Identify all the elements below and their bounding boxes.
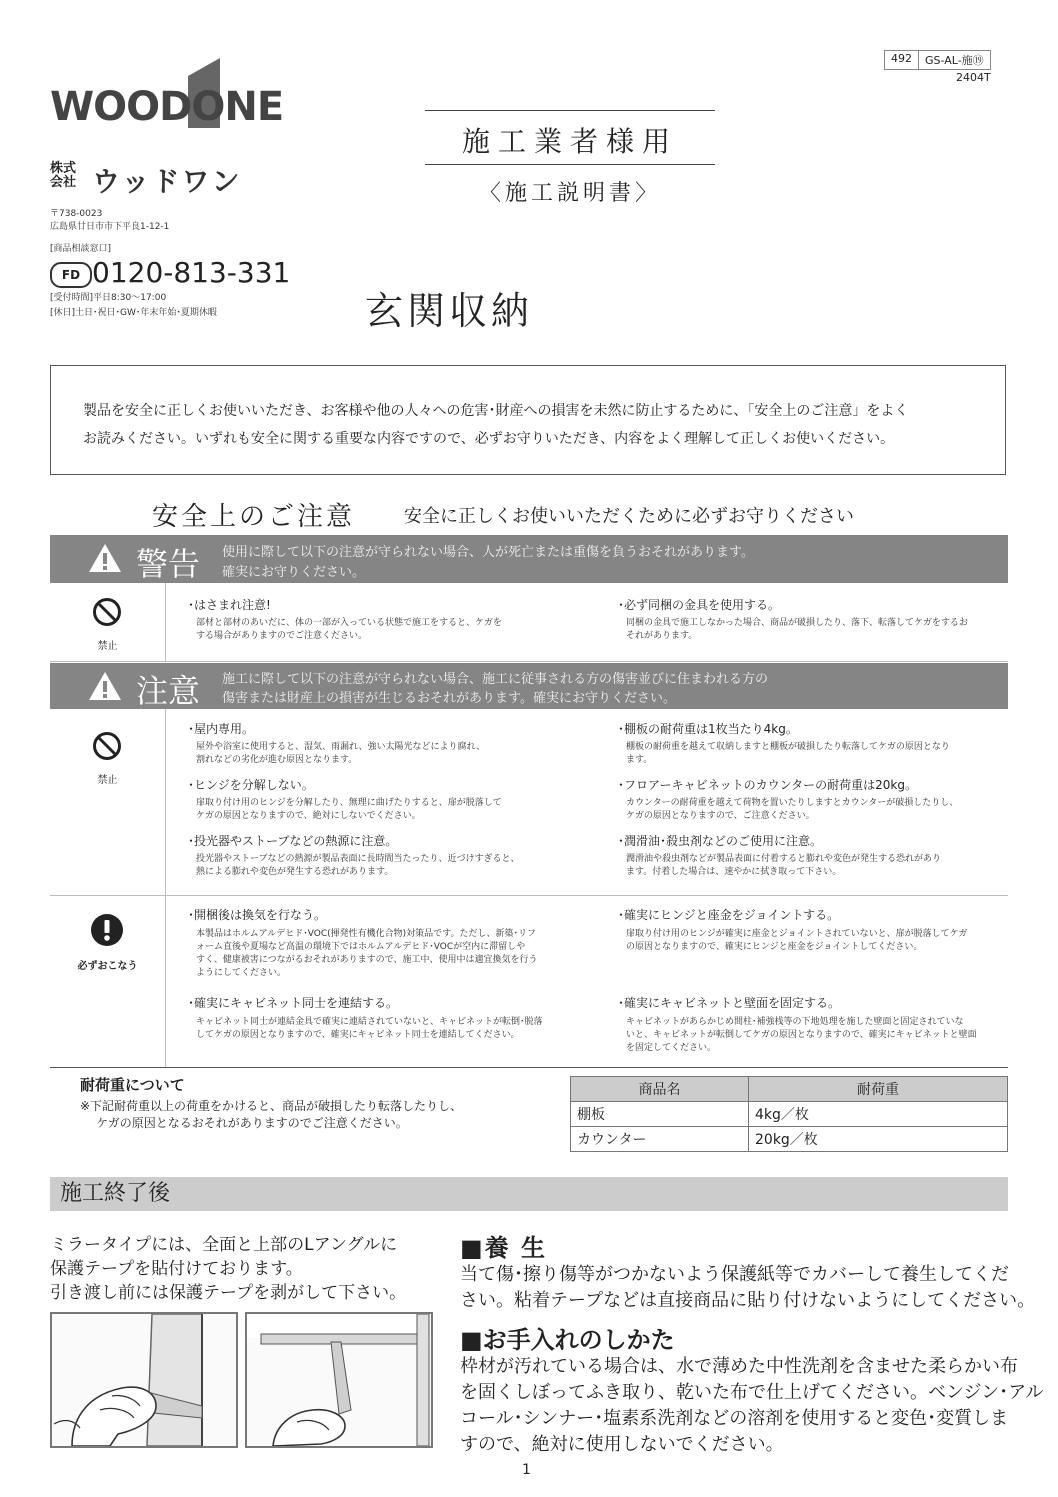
caution-desc-1: 施工に際して以下の注意が守られない場合、施工に従事される方の傷害並びに住まわれる方の (222, 672, 769, 687)
intro-line-2: お読みください。いずれも安全に関する重要な内容ですので、必ずお守りいただき、内容をよく理解して正しくお使いください。 (83, 431, 895, 447)
hand-peeling-tape-icon (52, 1314, 236, 1446)
caution-prohibit-row (50, 709, 1008, 896)
doc-revision: 2404T (956, 71, 991, 84)
must-item-1-body-3: すく、健康被害につながるおそれがありますので、施工中、使用中は適宜換気を行う (196, 955, 538, 965)
caution-item-3-body-1: 扉取り付け用のヒンジを分解したり、無理に曲げたりすると、扉が脱落して (196, 798, 502, 808)
address-line: 広島県廿日市市下平良1-12-1 (50, 222, 170, 232)
warning-item-2-title: ･必ず同梱の金具を使用する。 (618, 598, 781, 612)
curing-heading: ■養 生 (460, 1234, 548, 1262)
caution-item-6-body-1: 潤滑油や殺虫剤などが製品表面に付着すると膨れや変色が発生する恐れがあり (626, 854, 942, 864)
after-heading: 施工終了後 (60, 1181, 171, 1206)
must-item-2-body-2: の原因となりますので、確実にヒンジと座金をジョイントしてください。 (626, 942, 923, 952)
load-table (570, 1076, 1008, 1152)
logo-wordmark: WOODONE (50, 84, 284, 130)
load-table-cell: カウンター (571, 1127, 749, 1152)
caution-item-5-title: ･投光器やストーブなどの熱源に注意。 (188, 834, 398, 848)
page-number: 1 (522, 1462, 531, 1478)
caution-item-6-body-2: ます。付着した場合は、速やかに拭き取って下さい。 (626, 867, 842, 877)
curing-text-1: 当て傷･擦り傷等がつかないよう保護紙等でカバーして養生してくだ (460, 1264, 1009, 1285)
prohibit-icon (92, 731, 122, 761)
phone-number[interactable]: 0120-813-331 (92, 256, 291, 289)
title-rule-bottom (425, 164, 715, 165)
doc-code-text: GS-AL-施⑲ (919, 50, 991, 70)
caution-item-1-body-1: 屋外や浴室に使用すると、湿気、雨漏れ、強い太陽光などにより腐れ、 (196, 742, 486, 752)
must-item-3-body-2: してケガの原因となりますので、確実にキャビネット同士を連結してください。 (196, 1030, 520, 1040)
logo (50, 58, 300, 138)
caution-item-2-body-2: ます。 (626, 755, 653, 765)
caution-item-2-title: ･棚板の耐荷重は1枚当たり4kg。 (618, 722, 798, 736)
freedial-icon: FD (50, 262, 92, 288)
caution-item-2-body-1: 棚板の耐荷重を越えて収納しますと棚板が破損したり転落してケガの原因となり (626, 742, 950, 752)
caution-item-5-body-2: 熱による膨れや変色が発生する恐れがあります。 (196, 867, 394, 877)
caution-triangle-icon (88, 671, 122, 701)
load-heading: 耐荷重について (80, 1076, 185, 1094)
load-note-2: ケガの原因となるおそれがありますのでご注意ください。 (96, 1116, 408, 1130)
load-table-header (571, 1077, 1008, 1102)
doc-code-box (884, 50, 991, 70)
warning-item-2-body-1: 同梱の金具で施工しなかった場合、商品が破損したり、落下、転落してケガをするお (626, 618, 968, 628)
caution-prohibit-label: 禁止 (97, 775, 118, 786)
warning-item-2-body-2: それがあります。 (626, 631, 698, 641)
safety-heading: 安全上のご注意 (152, 502, 356, 532)
company-katakana: ウッドワン (92, 165, 242, 198)
warning-triangle-icon (88, 543, 122, 573)
caution-item-6-title: ･潤滑油･殺虫剤などのご使用に注意。 (618, 834, 823, 848)
prohibit-icon (92, 597, 122, 627)
must-item-4-body-2: いと、キャビネットが転倒してケガの原因となりますので、確実にキャビネットと壁面 (626, 1030, 977, 1040)
must-item-4-body-1: キャビネットがあらかじめ間柱･補強桟等の下地処理を施した壁面と固定されていな (626, 1017, 964, 1027)
company-name (50, 160, 280, 196)
contact-label: [商品相談窓口] (50, 244, 112, 254)
must-item-1-title: ･開梱後は換気を行なう。 (188, 908, 327, 922)
warning-item-1-body-1: 部材と部材のあいだに、体の一部が入っている状態で施工をすると、ケガを (196, 618, 502, 628)
product-title: 玄関収納 (365, 289, 534, 333)
caution-item-4-title: ･フロアーキャビネットのカウンターの耐荷重は20kg。 (618, 778, 917, 792)
prohibit-label: 禁止 (97, 641, 118, 652)
caution-bar (50, 663, 1008, 709)
caution-desc-2: 傷害または財産上の損害が生じるおそれがあります。確実にお守りください。 (222, 691, 676, 706)
must-item-2-body-1: 扉取り付け用のヒンジが確実に座金とジョイントされていないと、扉が脱落してケガ (626, 929, 968, 939)
title-type: 〈施工説明書〉 (478, 181, 661, 206)
load-table-cell: 20kg／枚 (749, 1127, 1008, 1152)
caution-item-1-title: ･屋内専用。 (188, 722, 255, 736)
must-item-3-body-1: キャビネット同士が連結金具で確実に連結されていないと、キャビネットが転倒･脱落 (196, 1017, 543, 1027)
intro-line-1: 製品を安全に正しくお使いいただき、お客様や他の人々への危害･財産への損害を未然に防止するために、「安全上のご注意」をよく (83, 403, 909, 419)
load-table-cell: 棚板 (571, 1102, 749, 1127)
must-item-4-body-3: を固定してください。 (626, 1043, 717, 1053)
mirror-text-3: 引き渡し前には保護テープを剥がして下さい。 (50, 1283, 407, 1303)
must-item-1-body-1: 本製品はホルムアルデヒド･VOC(揮発性有機化合物)対策品です。ただし、新築･リフ (196, 929, 536, 939)
doc-number: 492 (884, 50, 919, 70)
curing-text-2: さい。粘着テープなどは直接商品に貼り付けないようにしてください。 (460, 1290, 1036, 1311)
must-item-1-body-2: ォーム直後や夏場など高温の環境下ではホルムアルデヒド･VOCが空内に滞留しや (196, 942, 526, 952)
warning-row (50, 583, 1008, 662)
caution-must-row (50, 895, 1008, 1068)
warning-bar (50, 535, 1008, 583)
warning-item-1-body-2: する場合がありますのでご注意ください。 (196, 631, 368, 641)
warning-label: 警告 (136, 545, 201, 583)
contact-holidays: [休日]土日･祝日･GW･年末年始･夏期休暇 (50, 308, 217, 318)
must-item-3-title: ･確実にキャビネット同士を連結する。 (188, 996, 399, 1010)
caution-item-5-body-1: 投光器やストーブなどの熱源が製品表面に長時間当たったり、近づけすぎると、 (196, 854, 520, 864)
exclamation-icon (90, 913, 124, 947)
care-text-4: すので、絶対に使用しないでください。 (460, 1434, 784, 1455)
caution-item-1-body-2: 割れなどの劣化が進む原因となります。 (196, 755, 358, 765)
tape-removal-illustration-2 (245, 1312, 433, 1448)
table-row (571, 1127, 1008, 1152)
caution-label: 注意 (136, 672, 201, 710)
intro-box (50, 365, 1006, 475)
contact-hours: [受付時間]平日8:30〜17:00 (50, 293, 167, 303)
load-table-header-product: 商品名 (571, 1077, 749, 1102)
must-item-2-title: ･確実にヒンジと座金をジョイントする。 (618, 908, 840, 922)
warning-desc-1: 使用に際して以下の注意が守られない場合、人が死亡または重傷を負うおそれがあります。 (222, 545, 754, 560)
must-item-1-body-4: ようにしてください。 (196, 968, 287, 978)
load-table-header-load: 耐荷重 (749, 1077, 1008, 1102)
load-note-1: ※下記耐荷重以上の荷重をかけると、商品が破損したり転落したりし、 (80, 1099, 463, 1113)
must-item-4-title: ･確実にキャビネットと壁面を固定する。 (618, 996, 841, 1010)
care-heading: ■お手入れのしかた (460, 1326, 675, 1354)
title-audience: 施工業者様用 (461, 125, 678, 158)
caution-must-icon-cell (50, 895, 166, 1067)
caution-prohibit-icon-cell (50, 709, 166, 895)
hand-peeling-angle-tape-icon (247, 1314, 431, 1446)
company-prefix: 株式会社 (50, 161, 77, 190)
caution-item-3-body-2: ケガの原因となりますので、絶対にしないでください。 (196, 811, 421, 821)
caution-item-4-body-1: カウンターの耐荷重を越えて荷物を置いたりしますとカウンターが破損したりし、 (626, 798, 959, 808)
warning-desc-2: 確実にお守りください。 (222, 565, 366, 580)
title-rule-top (425, 110, 715, 111)
caution-item-3-title: ･ヒンジを分解しない。 (188, 778, 314, 792)
after-heading-bar (50, 1177, 1008, 1211)
care-text-2: を固くしぼってふき取り、乾いた布で仕上げてください。ベンジン･アル (460, 1382, 1044, 1403)
safety-subheading: 安全に正しくお使いいただくために必ずお守りください (404, 506, 854, 527)
must-label: 必ずおこなう (77, 961, 138, 972)
mirror-text-1: ミラータイプには、全面と上部のLアングルに (50, 1235, 398, 1255)
mirror-text-2: 保護テープを貼付けております。 (50, 1259, 303, 1279)
tape-removal-illustration-1 (50, 1312, 238, 1448)
warning-item-1-title: ･はさまれ注意! (188, 598, 271, 612)
care-text-1: 枠材が汚れている場合は、水で薄めた中性洗剤を含ませた柔らかい布 (460, 1356, 1018, 1377)
caution-item-4-body-2: ケガの原因となりますので、ご注意ください。 (626, 811, 815, 821)
warning-icon-cell (50, 583, 166, 661)
load-table-cell: 4kg／枚 (749, 1102, 1008, 1127)
care-text-3: コール･シンナー･塩素系洗剤などの溶剤を使用すると変色･変質しま (460, 1408, 1009, 1429)
postal-code: 〒738-0023 (50, 209, 103, 219)
table-row (571, 1102, 1008, 1127)
